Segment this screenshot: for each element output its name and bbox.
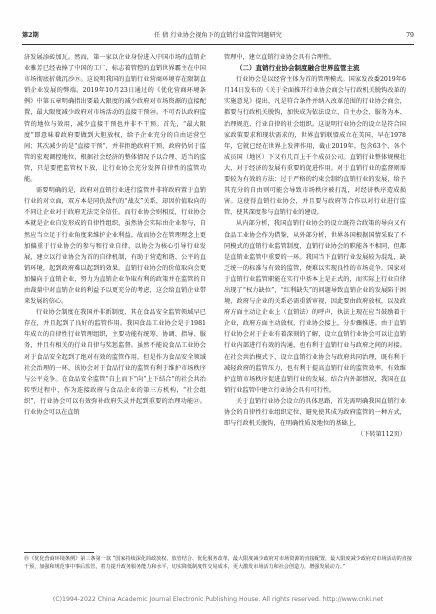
footnote: ⑲《优化营商环境条例》第三条第一款 “国家持续深化简政放权、放管结合、优化服务改革，最大限度减少政府对市场资源的直接配置，最大限度减少政府对市场活动的直接干预，加强和规范事中事后监管，着力提升政务服务能力和水平，切实降低制度性交易成本，更大激发市场活力和社会创造力，增强发展动力。” (24, 556, 412, 571)
footnote-divider (24, 552, 94, 553)
running-title: 任 倩 行业协会视角下的直销行业监管问题研究 (154, 32, 282, 39)
issue-number: 第2期 (22, 32, 39, 39)
right-column (224, 52, 406, 546)
paragraph: 行业协会制度在我国并非新制度，其在食品安全监管领域早已存在，并且起到了良好的监管作用。我国食品工业协会是于1981年成立的自律性行业管理组织，主要功能有统筹、协调、指导、服务，并且有相关的行业自律与奖惩监督。虽然不能说食品工业协会对于食品安全起到了绝对有效的监管作用，但是作为食品安全领域社会治理的一环，该协会对于食品行业的监管有利于维护市场秩序与公平竞争。在食品安全监管“自上而下”向“上下结合”的社会共治转型过程中，作为连接政府与食品企业的第三方机构，“社会组织”，行业协会可以有效弥补政府失灵并起到重要的治理功能㉑。行业协会可以在直销 (24, 309, 206, 416)
paragraph: 从内部分析，我国直销行业协会的设立既符合政策的导向又有食品工业协会作为借鉴，从外部分析，世界各国根据国情采取了不同模式的直销行业监管制度，直销行业协会的职能各不相同，但都是直销业监管中重要的一环。我国当下直销行业发展较为混乱，缺乏统一的标准与有效的监管，便难以实现良性的市场竞争。国家对于直销行业监管职能在实行中基本上是正式的，而实际上行业自律出现了“权力缺位”，“红利缺失”的问题导致直销企业的发展陷于困境，政府与企业的关系必需重新审视，因此要由政府放权，以及政府方面主动让企业上（直销法）的呼声，执法上现在应当鼓励着于企业，政府方面主动放权，行业协会接上，分步骤推进。由于直销行业协会对于企业有着深刻的了解，设立直销行业协会可以让直销行业内部进行有效的沟通，也有利于直销行业与政府之间的对接。在社会共治模式下，设立直销行业协会与政府共同治理，既有利于减轻政府的监管压力，也有利于提高直销行业的监管效率，有效维护直销市场秩序促进直销行业的发展。结合内外部情况，我国在直销行业监管中建立行业协会具有可行性。 (224, 220, 406, 394)
section-heading: （二）直销行业协会制度融合世界监管主流 (236, 64, 360, 73)
running-header (22, 30, 414, 45)
paragraph: 需要明确的是，政府对直销行业进行监管并非将政府置于直销行业的对立面，双方本是同仇敌忾的“战友”关系，却因价值取向的不同让企业对于政府无法完全信任。而行业协会则相反，行业协会本就是企业自发形成的自律性组织，虽然协会实际由企业参与，自然应当立足于行业角度来维护企业利益。故而协会在管理理念上更加偏重于行业协会的参与和行业自律，以协会为核心引导行业发展，建立以行业协会为首的自律机制，有助于营造和谐、公平的直销环境，起到政府难以起到的效果。直销行业协会的价值取向会更加偏向于直销企业，努力为直销企业争取有利的政策并在监管的自由裁量中对直销企业的利益予以更充分的考虑，这会给直销企业带来发展的信心。 (24, 187, 206, 306)
paragraph: 管理中，建立直销行业协会具有合理性。 (224, 54, 336, 61)
paragraph: 关于直销行业协会设立的具体思路，首先需明确我国直销行业协会的自律性行业组织定位，避免使其成为政府监管的一种方式，即与行政机关脱钩，在明确性质及地位的基础上， (224, 397, 406, 428)
page-number: 79 (406, 32, 414, 39)
copyright-footer: (C)1994-2022 China Academic Journal Electronic Publishing House. All rights reserved. http://www.cnki.net (52, 596, 384, 603)
continuation-note: （下转第112页） (357, 431, 406, 439)
paragraph: 行业协会是以经营主体为首的管理模式。国家发改委2019年6月14日发布的《关于全面推开行业协会商会与行政机关脱钩改革的实施意见》提出，凡是符合条件并纳入改革范围的行业协会商会，都要与行政机关脱钩，加快成为依法设立、自主办会、服务为本、治理规范、行业自律的社会组织。这说明行业协会的设立是符合国家政策要求和现状需求的，世界直销联盟成立在美国，早在1978年，它就已经在世界上发挥作用，截止2019年，包含63个、各个成员国（地区）下又有几百上千个成员公司。直销行业整体规模壮大，对于经济的发展有重要的促进作用。对于直销行业的监督则需要较为有效的方法：过于严格的约束会制约直销行业的发展，给予其充分的自由则可能会导致市场秩序被打乱，对经济秩序造成损害。这使得直销行业协会，并且要与政府等合作以对行业进行监管，使其深度参与直销行业的建设。 (224, 76, 406, 217)
left-column (24, 52, 206, 546)
paragraph: 济发展添砖加瓦。然而，第一家以企业身份进入中国市场的直销企业雅芳已经表捧了中国的工厂，标志着管控的直销世界霸主在中国市场彻底折戟沉沙⑲。这说明我国的直销行业营商环境存在限制直销企业发展的弊端。2019年10月23日通过的《优化营商环境条例》中第五章明确指出要最大限度的减少政府对市场资源的直接配置，最大限度减少政府对市场活动的直接干预⑳。不可否认政府监管的地位与效用，减少直接干预也并非不干预。首先，“最大限度”即意味着政府要做到大胆放权，给予企业充分的自由运营空间；其次减少的是“直接干预”，并非拒绝政府干预，政府仍居于监管的宏观调控地位，根据社会经济的整体情况予以合理、适当的监管，只是要把监管权下放，让行业协会充分发挥自律性的监管功能。 (24, 54, 206, 184)
